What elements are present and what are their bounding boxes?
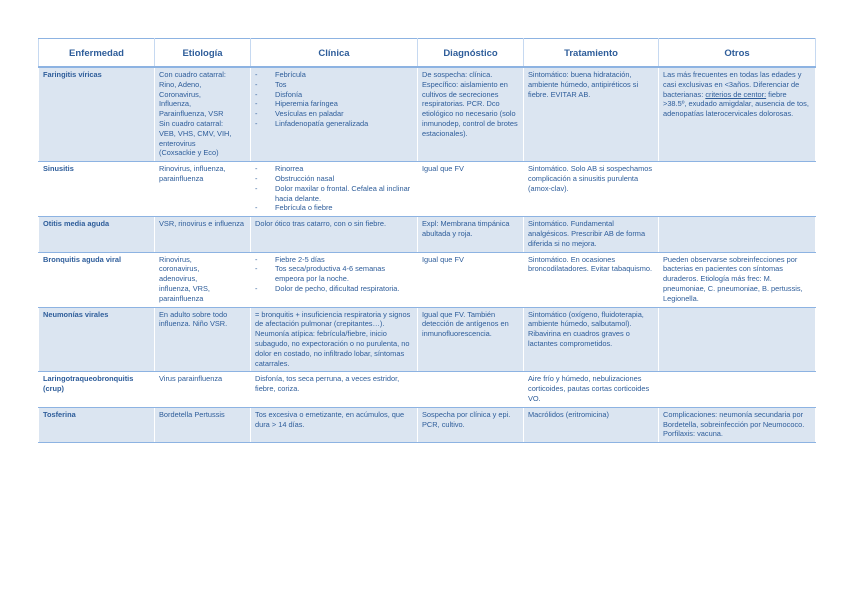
treatment-cell: Sintomático (oxígeno, fluidoterapia, ambiente húmedo, salbutamol). Ribavirina en cuadros graves o lactantes comprometidos. [524,307,659,372]
disease-cell: Otitis media aguda [39,217,155,252]
clinical-cell [251,67,418,162]
etiology-cell: VSR, rinovirus e influenza [155,217,251,252]
disease-cell: Sinusitis [39,162,155,217]
others-cell [659,162,816,217]
others-cell: Pueden observarse sobreinfecciones por bacterias en pacientes con síntomas duraderos. Etiología más frec: M. pneumoniae, C. pneumoniae, B. pertussis, Legionella. [659,252,816,307]
list-item: - Hiperemia faríngea [255,99,413,109]
table-row [39,407,816,442]
table-row [39,217,816,252]
list-item: - Tos seca/productiva 4-6 semanas empeora por la noche. [255,264,413,284]
etiology-cell [155,252,251,307]
others-cell [659,307,816,372]
etiology-line: influenza, VRS, [159,283,210,293]
header-etiologia: Etiología [155,39,251,68]
diagnosis-cell: De sospecha: clínica. Específico: aislamiento en cultivos de secreciones respiratorias. PCR. Dco etiológico no necesario (solo inmunodep, control de brotes estacionales). [418,67,524,162]
list-item: - Tos [255,80,413,90]
disease-cell: Neumonías virales [39,307,155,372]
list-item: - Fiebre 2-5 días [255,255,413,265]
symptom-list [255,255,413,294]
list-item: - Dolor maxilar o frontal. Cefalea al inclinar hacia delante. [255,184,413,204]
header-tratamiento: Tratamiento [524,39,659,68]
disease-cell: Tosferina [39,407,155,442]
header-diagnostico: Diagnóstico [418,39,524,68]
others-cell [659,217,816,252]
list-item: - Dolor de pecho, dificultad respiratoria. [255,284,413,294]
diagnosis-cell: Expl: Membrana timpánica abultada y roja. [418,217,524,252]
diagnosis-cell [418,372,524,407]
etiology-line: Sin cuadro catarral: [159,118,224,128]
list-item: - Febrícula [255,70,413,80]
etiology-line: enterovirus [159,138,196,148]
others-cell: Complicaciones: neumonía secundaria por Bordetella, sobreinfección por Neumococo. Porfilaxis: vacuna. [659,407,816,442]
table-row [39,372,816,407]
list-item: - Disfonía [255,90,413,100]
treatment-cell: Sintomático. Solo AB si sospechamos complicación a sinusitis purulenta (amox-clav). [524,162,659,217]
symptom-list [255,164,413,213]
table-row [39,252,816,307]
symptom-list [255,70,413,129]
header-clinica: Clínica [251,39,418,68]
disease-cell: Bronquitis aguda viral [39,252,155,307]
list-item: - Vesículas en paladar [255,109,413,119]
etiology-line: Influenza, [159,99,192,109]
list-item: - Linfadenopatía generalizada [255,119,413,129]
disease-cell: Laringotraqueobronquitis (crup) [39,372,155,407]
header-row [39,39,816,68]
others-cell [659,67,816,162]
etiology-cell: En adulto sobre todo influenza. Niño VSR. [155,307,251,372]
etiology-line: Rino, Adeno, [159,79,202,89]
etiology-cell: Bordetella Pertussis [155,407,251,442]
etiology-line: adenovirus, [159,274,198,284]
diagnosis-cell: Sospecha por clínica y epi. PCR, cultivo. [418,407,524,442]
clinical-cell: Dolor ótico tras catarro, con o sin fiebre. [251,217,418,252]
table-row [39,307,816,372]
disease-cell: Faringitis víricas [39,67,155,162]
etiology-line: Rinovirus, [159,254,192,264]
others-cell [659,372,816,407]
table-row [39,162,816,217]
treatment-cell: Sintomático: buena hidratación, ambiente húmedo, antipiréticos si fiebre. EVITAR AB. [524,67,659,162]
list-item: - Obstrucción nasal [255,174,413,184]
treatment-cell: Aire frío y húmedo, nebulizaciones corticoides, pautas cortas corticoides VO. [524,372,659,407]
table-row [39,67,816,162]
centor-criteria-link: criterios de centor: [705,89,767,99]
etiology-line: Con cuadro catarral: [159,70,226,79]
infections-table [38,38,816,443]
clinical-cell: = bronquitis + insuficiencia respiratoria y signos de afectación pulmonar (crepitantes…). Neumonía atípica: febrícula/fiebre, inicio subagudo, no expectoración o no purulenta, no dolor en costado, no infiltrado lobar, síntomas catarrales. [251,307,418,372]
etiology-line: Coronavirus, [159,89,201,99]
list-item: - Febrícula o fiebre [255,203,413,213]
diagnosis-cell: Igual que FV [418,162,524,217]
etiology-line: parainfluenza [159,293,204,303]
treatment-cell: Macrólidos (eritromicina) [524,407,659,442]
etiology-cell: Virus parainfluenza [155,372,251,407]
clinical-cell: Tos excesiva o emetizante, en acúmulos, que dura > 14 días. [251,407,418,442]
treatment-cell: Sintomático. En ocasiones broncodilatadores. Evitar tabaquismo. [524,252,659,307]
clinical-cell: Disfonía, tos seca perruna, a veces estridor, fiebre, coriza. [251,372,418,407]
etiology-line: VEB, VHS, CMV, VIH, [159,128,232,138]
clinical-cell [251,252,418,307]
etiology-cell: Rinovirus, influenza, parainfluenza [155,162,251,217]
etiology-line: (Coxsackie y Eco) [159,148,219,158]
others-text: Las más frecuentes en todas las edades y casi exclusivas en <3años. Diferenciar de bacterianas: [663,70,802,99]
others-text: fiebre >38.5º, exudado amigdalar, ausencia de tos, adenopatías laterocervicales dolorosas. [663,89,809,119]
etiology-line: Parainfluenza, VSR [159,109,224,119]
etiology-line: coronavirus, [159,264,200,274]
clinical-cell [251,162,418,217]
diagnosis-cell: Igual que FV [418,252,524,307]
treatment-cell: Sintomático. Fundamental analgésicos. Prescribir AB de forma diferida si no mejora. [524,217,659,252]
diagnosis-cell: Igual que FV. También detección de antígenos en inmunofluorescencia. [418,307,524,372]
header-otros: Otros [659,39,816,68]
etiology-cell [155,67,251,162]
header-enfermedad: Enfermedad [39,39,155,68]
list-item: - Rinorrea [255,164,413,174]
